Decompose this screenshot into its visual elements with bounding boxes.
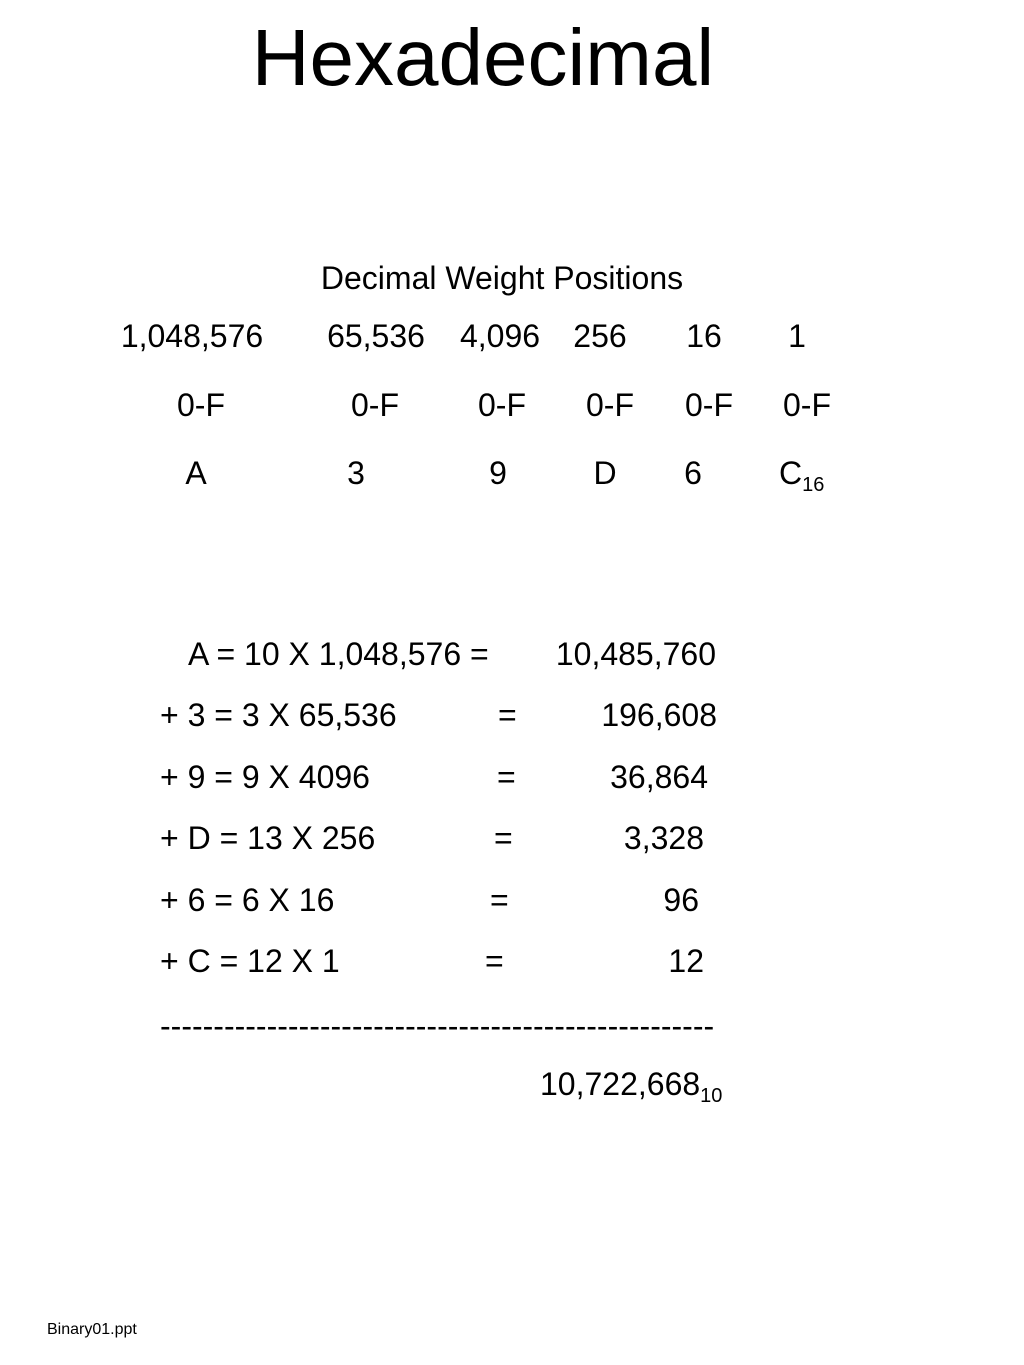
weight-cell: 256 [573,318,627,354]
calc-result: 3,328 [623,820,704,856]
calc-expression: + D = 13 X 256 [160,820,376,856]
slide-title: Hexadecimal [251,13,715,102]
calc-equals: = [490,882,509,918]
calc-result: 10,485,760 [555,636,716,672]
calc-result: 196,608 [601,697,717,733]
calc-equals: = [494,820,513,856]
calc-equals: = [485,943,504,979]
base-subscript: 10 [700,1085,723,1107]
total-value [540,1066,723,1107]
weights-heading: Decimal Weight Positions [320,260,684,296]
base-subscript: 16 [802,474,825,496]
hex-digit: A [185,455,207,491]
hex-digit: D [593,455,617,491]
hex-digit: 3 [347,455,365,491]
calc-equals: = [498,697,517,733]
weight-cell: 4,096 [459,318,541,354]
sum-divider: ---------------------------------------------------- [160,1008,715,1044]
weight-cell: 16 [686,318,722,354]
range-cell: 0-F [177,387,225,423]
hex-digit: C [779,455,803,491]
footer-filename: Binary01.ppt [47,1321,137,1338]
calc-equals: = [497,759,516,795]
weight-cell: 1 [788,318,806,354]
hex-digit: 9 [489,455,507,491]
calc-expression: + 6 = 6 X 16 [160,882,335,918]
calc-expression: + 3 = 3 X 65,536 [160,697,397,733]
calc-result: 12 [668,943,704,979]
total-number: 10,722,668 [540,1066,701,1102]
range-cell: 0-F [783,387,831,423]
hex-digit: 6 [684,455,702,491]
weight-cell: 1,048,576 [120,318,264,354]
range-cell: 0-F [685,387,733,423]
calc-result: 36,864 [610,759,708,795]
range-cell: 0-F [586,387,634,423]
calc-expression: + 9 = 9 X 4096 [160,759,370,795]
calc-expression: + C = 12 X 1 [160,943,340,979]
range-cell: 0-F [351,387,399,423]
weight-cell: 65,536 [327,318,425,354]
range-cell: 0-F [478,387,526,423]
calc-expression: A = 10 X 1,048,576 = [188,636,489,672]
calc-result: 96 [663,882,699,918]
hex-digit-last [779,455,825,496]
